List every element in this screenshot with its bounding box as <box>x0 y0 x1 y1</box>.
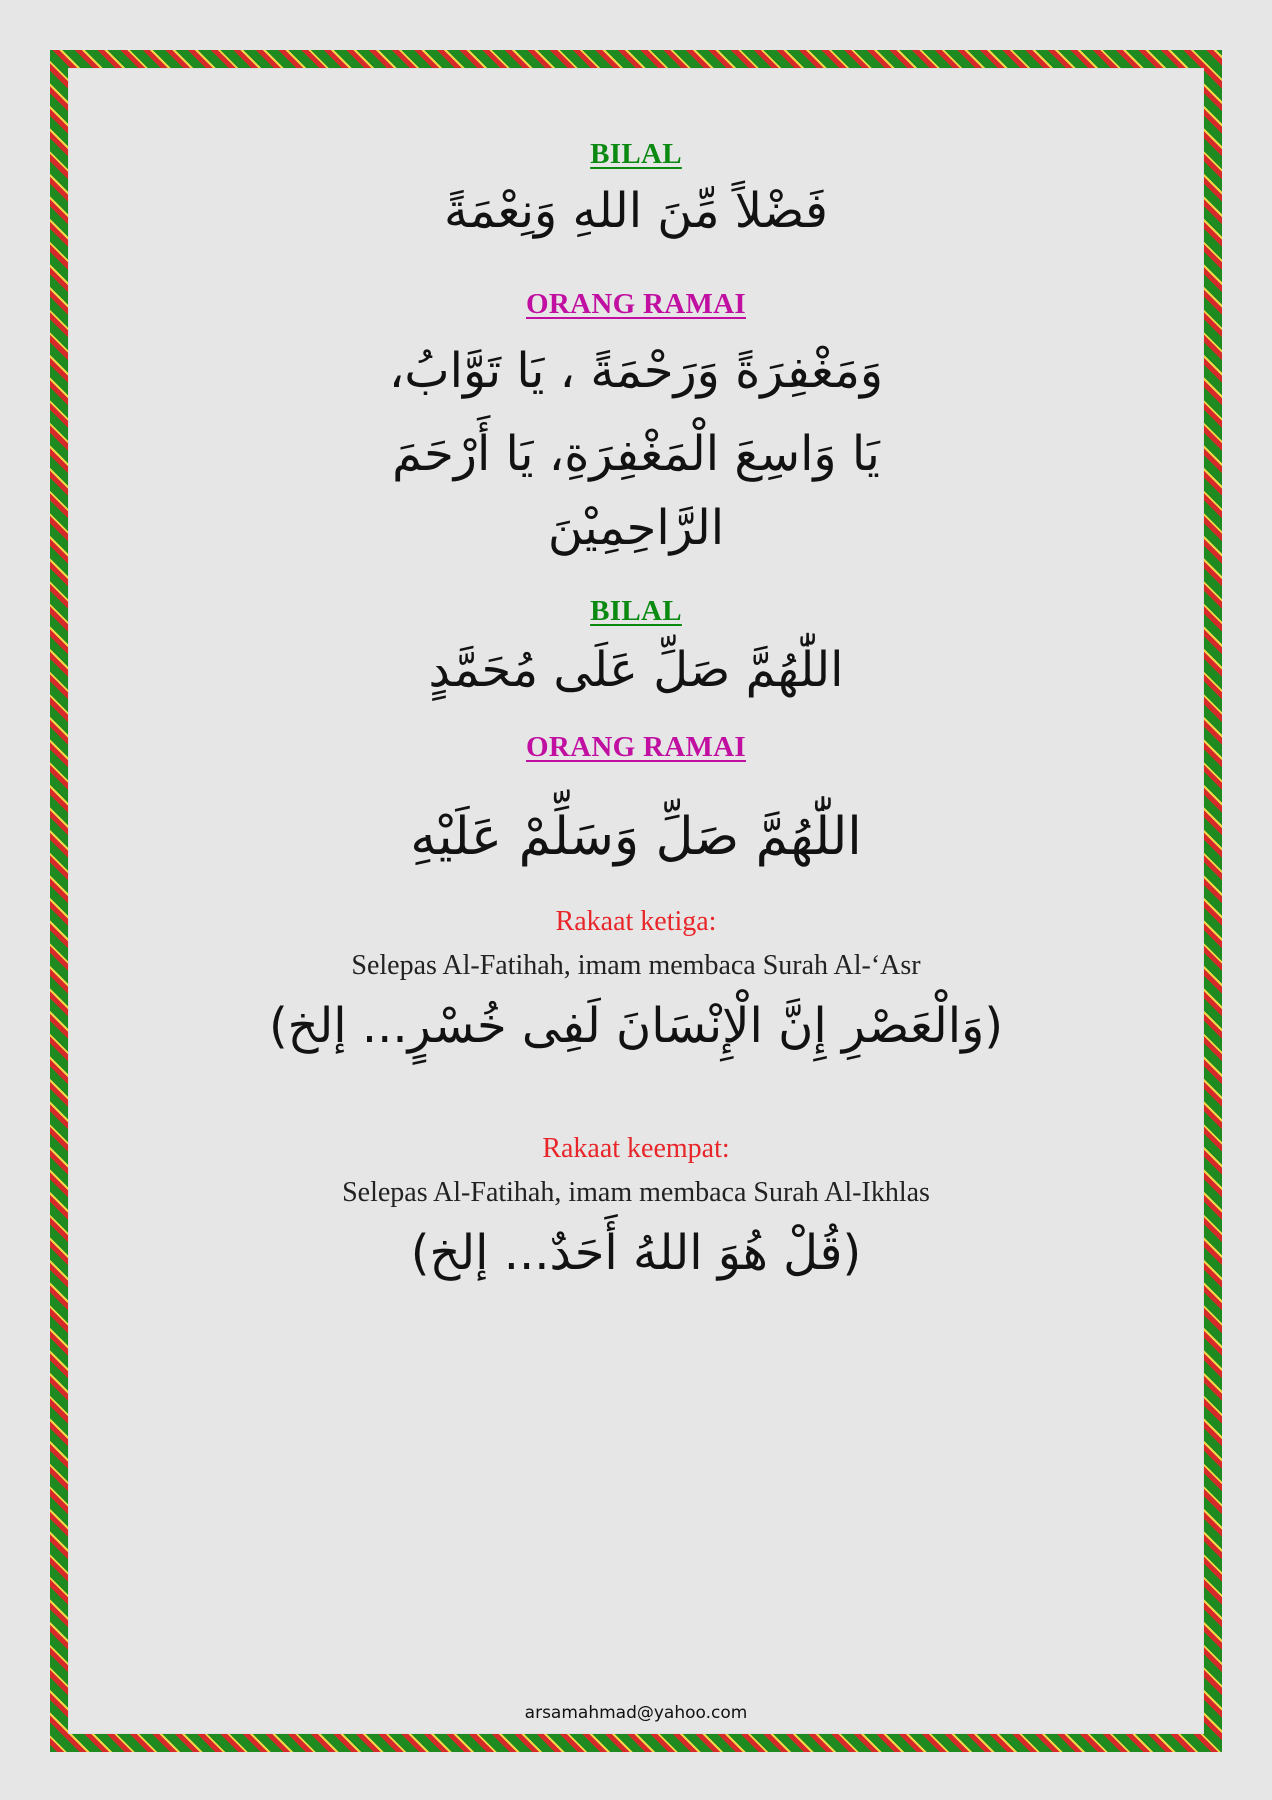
section-orang-ramai-2 <box>100 730 1172 872</box>
rakaat-title-ketiga: Rakaat ketiga: <box>555 906 717 938</box>
arabic-text-3: اللّٰهُمَّ صَلِّ عَلَى مُحَمَّدٍ <box>428 642 844 699</box>
arabic-text-2-line-2: يَا وَاسِعَ الْمَغْفِرَةِ، يَا أَرْحَمَ <box>392 425 880 482</box>
arabic-text-2-line-3: الرَّاحِمِيْنَ <box>547 500 725 557</box>
speaker-label-bilal: BILAL <box>590 138 682 170</box>
speaker-label-orang-ramai: ORANG RAMAI <box>526 730 746 763</box>
arabic-text-1: فَضْلاً مِّنَ اللهِ وَنِعْمَةً <box>444 183 828 239</box>
document-content <box>100 140 1172 1286</box>
arabic-text-4: اللّٰهُمَّ صَلِّ وَسَلِّمْ عَلَيْهِ <box>410 806 862 867</box>
section-bilal-2 <box>100 597 1172 703</box>
speaker-label-orang-ramai: ORANG RAMAI <box>526 287 746 320</box>
section-rakaat-keempat <box>100 1133 1172 1286</box>
speaker-label-bilal: BILAL <box>590 595 682 628</box>
section-bilal-1 <box>100 140 1172 244</box>
section-rakaat-ketiga <box>100 906 1172 1059</box>
arabic-text-2-line-1: وَمَغْفِرَةً وَرَحْمَةً ، يَا تَوَّابُ، <box>388 342 884 399</box>
arabic-text-surah-asr: (وَالْعَصْرِ إِنَّ الْإِنْسَانَ لَفِى خُسْرٍ... إلخ) <box>268 998 1004 1055</box>
arabic-text-surah-ikhlas: (قُلْ هُوَ اللهُ أَحَدٌ... إلخ) <box>410 1224 862 1281</box>
rakaat-instruction-keempat: Selepas Al-Fatihah, imam membaca Surah Al-Ikhlas <box>342 1176 930 1208</box>
footer-email: arsamahmad@yahoo.com <box>524 1703 748 1723</box>
rakaat-instruction-ketiga: Selepas Al-Fatihah, imam membaca Surah Al-‘Asr <box>351 950 921 982</box>
rakaat-title-keempat: Rakaat keempat: <box>542 1132 730 1164</box>
section-orang-ramai-1 <box>100 287 1172 561</box>
